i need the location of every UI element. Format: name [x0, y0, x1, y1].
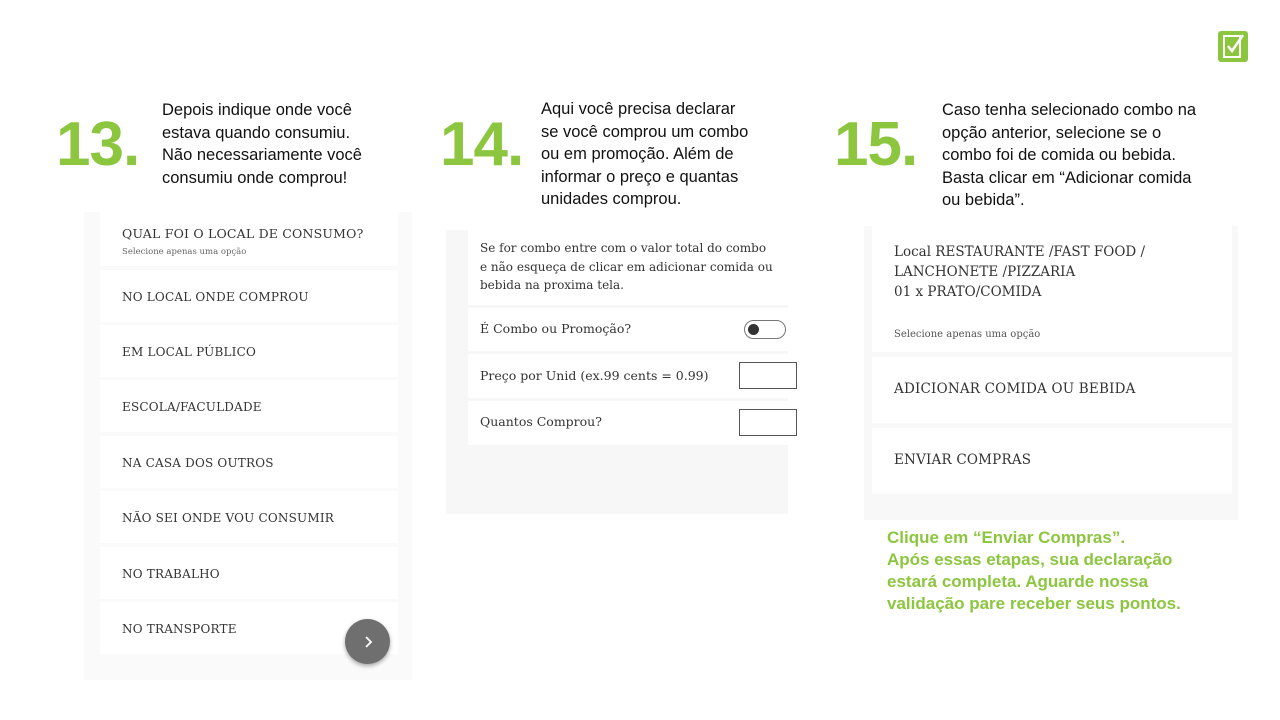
purchase-summary [872, 226, 1232, 352]
price-label: Preço por Unid (ex.99 cents = 0.99) [480, 368, 709, 383]
step-number-15: 15. [834, 110, 918, 179]
next-button[interactable] [345, 619, 390, 664]
send-purchases-button[interactable] [872, 428, 1232, 494]
select-subtitle: Selecione apenas uma opção [894, 329, 1041, 340]
step-14-text: Aqui você precisa declarar se você comprou um combo ou em promoção. Além de informar o preço e quantas unidades comprou. [541, 100, 749, 208]
option-nao-sei[interactable] [100, 491, 398, 543]
combo-note [468, 230, 788, 305]
combo-row [468, 308, 788, 351]
final-instruction: Clique em “Enviar Compras”. Após essas etapas, sua declaração estará completa. Aguarde nossa validação pare receber seus pontos. [887, 528, 1181, 613]
step-number-14: 14. [440, 110, 524, 179]
option-no-trabalho[interactable] [100, 547, 398, 599]
question-title: QUAL FOI O LOCAL DE CONSUMO? [122, 226, 364, 241]
purchase-info: Local RESTAURANTE /FAST FOOD / LANCHONETE /PIZZARIA 01 x PRATO/COMIDA [894, 244, 1146, 300]
option-em-local-publico[interactable] [100, 325, 398, 377]
option-escola-faculdade[interactable] [100, 380, 398, 432]
price-input[interactable] [739, 362, 797, 389]
add-food-drink-label: ADICIONAR COMIDA OU BEBIDA [894, 381, 1136, 397]
option-label: NO LOCAL ONDE COMPROU [122, 290, 309, 304]
consumption-location-screen [84, 212, 412, 680]
question-header [100, 212, 398, 266]
question-subtitle: Selecione apenas uma opção [122, 247, 247, 257]
step-13-text: Depois indique onde você estava quando consumiu. Não necessariamente você consumiu onde comprou! [162, 101, 362, 187]
option-label: ESCOLA/FACULDADE [122, 400, 262, 414]
purchase-details-screen [446, 230, 788, 514]
option-na-casa-dos-outros[interactable] [100, 436, 398, 488]
add-food-drink-button[interactable] [872, 357, 1232, 423]
option-label: NÃO SEI ONDE VOU CONSUMIR [122, 511, 335, 525]
option-label: NO TRABALHO [122, 567, 220, 581]
option-label: NA CASA DOS OUTROS [122, 456, 274, 470]
quantity-input[interactable] [739, 409, 797, 436]
chevron-right-icon [361, 635, 375, 649]
step-number-13: 13. [56, 110, 140, 179]
option-label: NO TRANSPORTE [122, 622, 237, 636]
option-no-local-onde-comprou[interactable] [100, 270, 398, 322]
combo-note-text: Se for combo entre com o valor total do combo e não esqueça de clicar em adicionar comida ou bebida na proxima tela. [480, 241, 773, 292]
combo-toggle[interactable] [744, 320, 786, 339]
option-label: EM LOCAL PÚBLICO [122, 345, 257, 359]
price-row [468, 354, 788, 398]
purchase-summary-screen [864, 226, 1238, 520]
step-15-text: Caso tenha selecionado combo na opção anterior, selecione se o combo foi de comida ou bebida. Basta clicar em “Adicionar comida ou bebida”. [942, 101, 1197, 209]
quantity-label: Quantos Comprou? [480, 414, 602, 429]
checklist-icon [1218, 31, 1248, 62]
quantity-row [468, 401, 788, 445]
combo-label: É Combo ou Promoção? [480, 321, 632, 336]
send-purchases-label: ENVIAR COMPRAS [894, 452, 1032, 468]
